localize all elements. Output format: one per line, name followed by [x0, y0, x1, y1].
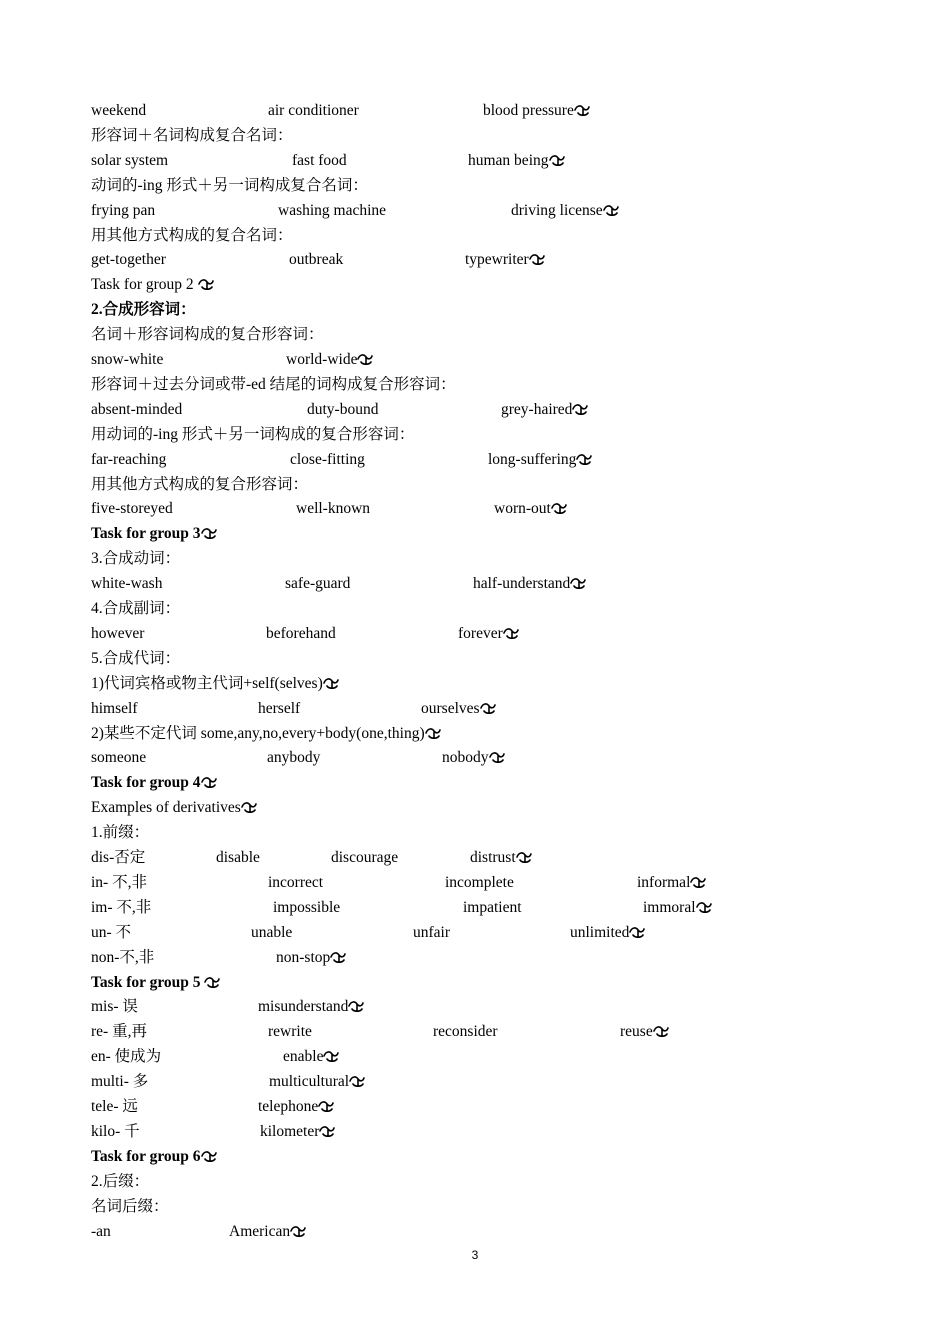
paragraph-mark-icon	[201, 776, 217, 788]
paragraph-mark-icon	[551, 502, 567, 514]
word-cell: disable	[216, 849, 260, 866]
word-cell: white-wash	[91, 575, 163, 593]
word-cell: driving license	[511, 199, 619, 223]
line-text: 用其他方式构成的复合名词：	[91, 226, 293, 244]
line-text: Task for group 4	[91, 771, 217, 795]
word-cell: reconsider	[433, 1023, 498, 1041]
paragraph-mark-icon	[603, 204, 619, 216]
word-cell: frying pan	[91, 201, 156, 219]
paragraph-mark-icon	[696, 901, 712, 913]
word-cell: forever	[458, 622, 519, 646]
word-cell: ourselves	[421, 697, 496, 721]
line-text: Task for group 2	[91, 273, 214, 297]
paragraph-mark-icon	[690, 876, 706, 888]
word-cell: absent-minded	[91, 400, 183, 418]
line-text: 形容词＋过去分词或带-ed 结尾的词构成复合形容词：	[91, 375, 456, 393]
word-cell: telephone	[258, 1095, 334, 1119]
word-cell: en- 使成为	[91, 1048, 162, 1066]
paragraph-mark-icon	[480, 702, 496, 714]
paragraph-mark-icon	[653, 1025, 669, 1037]
word-cell: long-suffering	[488, 448, 592, 472]
paragraph-mark-icon	[290, 1225, 306, 1237]
line-text: Task for group 3	[91, 522, 217, 546]
word-cell: multi- 多	[91, 1073, 149, 1091]
word-cell: non-stop	[276, 946, 346, 970]
line-text: 1.前缀：	[91, 824, 150, 842]
paragraph-mark-icon	[318, 1100, 334, 1112]
word-cell: incomplete	[445, 873, 514, 891]
word-cell: herself	[258, 699, 301, 717]
word-cell: outbreak	[289, 251, 344, 269]
line-text: Examples of derivatives	[91, 796, 257, 820]
paragraph-mark-icon	[570, 577, 586, 589]
word-cell: un- 不	[91, 923, 132, 941]
word-cell: fast food	[292, 151, 347, 169]
word-cell: discourage	[331, 849, 399, 866]
paragraph-mark-icon	[349, 1075, 365, 1087]
line-text: 2)某些不定代词 some,any,no,every+body(one,thing)	[91, 722, 441, 746]
paragraph-mark-icon	[503, 627, 519, 639]
word-cell: immoral	[643, 896, 712, 920]
paragraph-mark-icon	[629, 926, 645, 938]
word-cell: mis- 误	[91, 998, 138, 1016]
line-text: 动词的-ing 形式＋另一词构成复合名词：	[91, 176, 368, 194]
word-cell: safe-guard	[285, 575, 351, 593]
word-cell: five-storeyed	[91, 500, 173, 518]
word-cell: rewrite	[268, 1023, 312, 1041]
word-cell: misunderstand	[258, 995, 364, 1019]
paragraph-mark-icon	[241, 801, 257, 813]
word-cell: washing machine	[278, 201, 387, 219]
word-cell: duty-bound	[307, 400, 379, 418]
paragraph-mark-icon	[357, 353, 373, 365]
paragraph-mark-icon	[574, 104, 590, 116]
paragraph-mark-icon	[204, 976, 220, 988]
paragraph-mark-icon	[198, 278, 214, 290]
word-cell: weekend	[91, 102, 147, 119]
word-cell: multicultural	[269, 1070, 365, 1094]
paragraph-mark-icon	[323, 1050, 339, 1062]
word-cell: someone	[91, 749, 147, 767]
word-cell: in- 不,非	[91, 873, 147, 891]
paragraph-mark-icon	[348, 1000, 364, 1012]
word-cell: nobody	[442, 746, 505, 770]
word-cell: re- 重,再	[91, 1023, 147, 1041]
word-cell: blood pressure	[483, 99, 590, 123]
line-text: 5.合成代词：	[91, 649, 181, 667]
word-cell: close-fitting	[290, 450, 365, 468]
word-cell: im- 不,非	[91, 898, 152, 916]
line-text: 3.合成动词：	[91, 550, 181, 568]
word-cell: far-reaching	[91, 450, 167, 468]
line-text: 名词＋形容词构成的复合形容词：	[91, 326, 324, 344]
paragraph-mark-icon	[489, 751, 505, 763]
line-text: 4.合成副词：	[91, 600, 181, 617]
paragraph-mark-icon	[330, 951, 346, 963]
line-text: Task for group 6	[91, 1145, 217, 1169]
word-cell: half-understand	[473, 572, 586, 596]
word-cell: distrust	[470, 846, 532, 870]
word-cell: kilo- 千	[91, 1122, 140, 1140]
word-cell: non-不,非	[91, 948, 155, 966]
paragraph-mark-icon	[201, 1150, 217, 1162]
word-cell: incorrect	[268, 873, 324, 891]
word-cell: worn-out	[494, 497, 567, 521]
paragraph-mark-icon	[549, 154, 565, 166]
word-cell: tele- 远	[91, 1098, 138, 1115]
word-cell: beforehand	[266, 624, 336, 642]
word-cell: well-known	[296, 500, 371, 518]
line-text: 用其他方式构成的复合形容词：	[91, 475, 309, 493]
word-cell: dis-否定	[91, 849, 146, 866]
word-cell: snow-white	[91, 351, 164, 368]
word-cell: world-wide	[286, 348, 373, 372]
line-text: 2.合成形容词：	[91, 301, 196, 319]
word-cell: himself	[91, 699, 138, 717]
paragraph-mark-icon	[323, 677, 339, 689]
line-text: Task for group 5	[91, 971, 220, 995]
word-cell: impossible	[273, 898, 341, 916]
paragraph-mark-icon	[425, 727, 441, 739]
word-cell: air conditioner	[268, 102, 359, 119]
paragraph-mark-icon	[529, 253, 545, 265]
word-cell: unfair	[413, 923, 451, 941]
line-text: 形容词＋名词构成复合名词：	[91, 126, 293, 144]
word-cell: unable	[251, 923, 293, 941]
paragraph-mark-icon	[319, 1125, 335, 1137]
paragraph-mark-icon	[572, 403, 588, 415]
word-cell: reuse	[620, 1020, 669, 1044]
line-text: 用动词的-ing 形式＋另一词构成的复合形容词：	[91, 425, 415, 443]
line-text: 名词后缀：	[91, 1197, 169, 1215]
line-text: 2.后缀：	[91, 1172, 150, 1190]
paragraph-mark-icon	[201, 527, 217, 539]
paragraph-mark-icon	[516, 851, 532, 863]
page-number: 3	[471, 1248, 479, 1262]
word-cell: anybody	[267, 749, 321, 767]
word-cell: however	[91, 624, 145, 642]
word-cell: human being	[468, 149, 565, 173]
word-cell: get-together	[91, 251, 166, 269]
line-text: 1)代词宾格或物主代词+self(selves)	[91, 672, 339, 696]
word-cell: unlimited	[570, 921, 645, 945]
word-cell: impatient	[463, 898, 522, 916]
word-cell: enable	[283, 1045, 339, 1069]
word-cell: kilometer	[260, 1120, 335, 1144]
word-cell: informal	[637, 871, 706, 895]
word-cell: typewriter	[465, 248, 545, 272]
word-cell: -an	[91, 1222, 111, 1240]
word-cell: solar system	[91, 151, 169, 169]
paragraph-mark-icon	[576, 453, 592, 465]
word-cell: American	[229, 1220, 306, 1244]
word-cell: grey-haired	[501, 398, 588, 422]
